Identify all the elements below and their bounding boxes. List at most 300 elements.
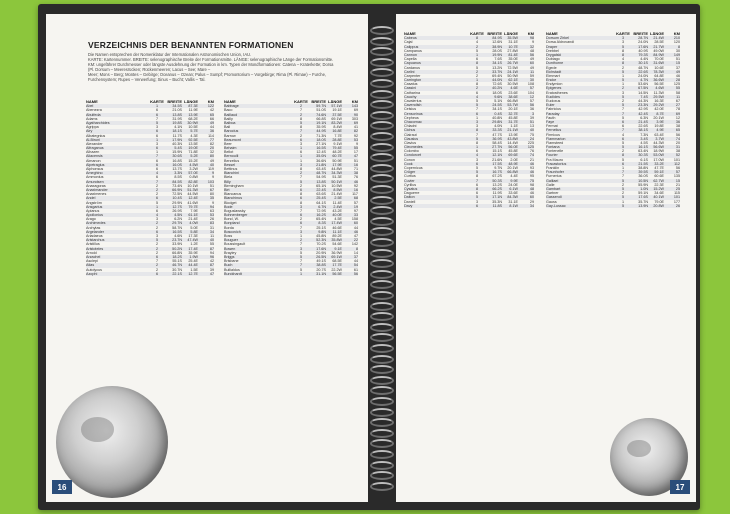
diameter-km: 57 [353, 200, 358, 205]
formation-name: Agrippa [86, 125, 99, 130]
latitude: 55.9N [638, 182, 648, 187]
latitude: 48.7N [316, 171, 326, 176]
diameter-km: 143 [351, 104, 358, 109]
latitude: 15.9N [172, 150, 182, 155]
diameter-km: 75 [529, 132, 534, 137]
map-number: 5 [475, 195, 479, 200]
longitude: 10.1W [187, 183, 198, 188]
latitude: 13.2N [492, 65, 502, 70]
diameter-km: 40 [209, 238, 214, 243]
map-number: 8 [475, 174, 479, 179]
map-number: 6 [475, 57, 479, 62]
map-number: 4 [155, 213, 159, 218]
formation-name: Almanon [86, 158, 101, 163]
diameter-km: 51 [209, 183, 214, 188]
map-number: 5 [155, 120, 159, 125]
map-number: 2 [299, 133, 303, 138]
diameter-km: 53 [209, 213, 214, 218]
diameter-km: 26 [675, 203, 680, 208]
longitude: 12.4E [188, 196, 198, 201]
longitude: 22.2W [331, 267, 342, 272]
formation-name: Balboa [224, 120, 236, 125]
formation-name: Gassendi [546, 195, 562, 200]
longitude: 1.1E [510, 124, 518, 129]
formation-name: Fontenelle [546, 149, 564, 154]
map-number: 7 [299, 225, 303, 230]
map-number: 7 [621, 111, 625, 116]
formation-name: Davy [404, 203, 413, 208]
binding-coil [370, 79, 394, 88]
binding-coil [370, 206, 394, 215]
formation-name: Eudoxus [546, 99, 561, 103]
diameter-km: 225 [527, 140, 534, 145]
formation-name: NAME [224, 100, 236, 104]
diameter-km: 41 [353, 125, 358, 130]
map-number: 7 [299, 108, 303, 113]
formation-name: Galle [546, 182, 555, 187]
diameter-km: 76 [529, 149, 534, 154]
map-number: 2 [475, 69, 479, 74]
longitude: 20.8W [653, 203, 664, 208]
map-number: 7 [155, 154, 159, 159]
longitude: 66.8W [507, 170, 518, 175]
latitude: 49.1S [316, 259, 326, 264]
diameter-km: 56 [353, 271, 358, 276]
binding-coil [370, 90, 394, 99]
formation-name: Cleomedes [404, 145, 423, 150]
longitude: 3.7W [655, 136, 664, 141]
diameter-km: 11 [210, 234, 214, 238]
longitude: 61.1E [188, 213, 198, 218]
longitude: 1.2E [190, 242, 198, 247]
map-number: 1 [475, 145, 479, 150]
latitude: 16.2S [316, 213, 326, 218]
map-number: 7 [299, 259, 303, 264]
formation-name: Bonpland [224, 221, 240, 226]
longitude: 56.6W [653, 145, 664, 150]
latitude: 35.7N [638, 199, 648, 204]
diameter-km: 108 [527, 82, 534, 87]
map-number: 1 [299, 234, 303, 238]
longitude: 38.6E [508, 94, 518, 99]
formation-name: Fraunhofer [546, 170, 565, 175]
formation-name: Conon [404, 157, 415, 162]
map-number: 2 [155, 242, 159, 247]
longitude: 44.5W [187, 192, 198, 197]
diameter-km: 76 [353, 175, 358, 180]
formation-name: Autolycus [86, 267, 102, 272]
page-right [396, 14, 696, 502]
diameter-km: 46 [529, 170, 534, 175]
longitude: 20.1W [507, 166, 518, 170]
latitude: 51.0S [316, 108, 326, 113]
diameter-km: 58 [675, 90, 680, 95]
formation-name: Arnold [86, 250, 97, 255]
latitude: 17.9N [172, 137, 182, 142]
formation-name: Cajal [404, 40, 413, 45]
map-number: KARTE [616, 31, 630, 36]
diameter-km: 11 [530, 69, 534, 74]
map-number: 5 [475, 99, 479, 103]
map-number: 4 [155, 171, 159, 176]
latitude: 44.9S [316, 129, 326, 134]
diameter-km: 97 [353, 208, 358, 213]
diameter-km: 115 [674, 191, 680, 196]
formation-name: Crüger [404, 170, 416, 175]
map-number: 2 [621, 65, 625, 70]
map-number: 3 [621, 36, 625, 41]
latitude: 19.1N [316, 120, 326, 125]
latitude: 63.4N [638, 149, 648, 154]
diameter-km: 69 [675, 111, 680, 116]
map-number: 7 [475, 107, 479, 112]
diameter-km: 69 [353, 108, 358, 113]
latitude: 28.7N [638, 36, 648, 41]
diameter-km: 56 [529, 52, 534, 57]
latitude: 4.5S [640, 140, 648, 145]
longitude: LÄNGE [184, 99, 198, 104]
formation-name: Drebbel [546, 48, 559, 53]
map-number: 6 [299, 187, 303, 192]
longitude: 68.2E [188, 116, 198, 121]
map-number: 6 [475, 149, 479, 154]
longitude: 25.4E [188, 259, 198, 264]
binding-coil [370, 365, 394, 374]
longitude: 41.6W [187, 200, 198, 205]
longitude: 48.9E [508, 161, 518, 166]
map-number: 7 [621, 174, 625, 179]
diameter-km: 61 [353, 267, 358, 272]
formation-name: Birt [224, 187, 230, 192]
map-number: 5 [475, 103, 479, 108]
diameter-km: 46 [353, 229, 358, 234]
map-number: 5 [299, 120, 303, 125]
longitude: 79.0E [654, 199, 664, 204]
map-number: 8 [475, 36, 479, 41]
formation-name: Catharina [404, 90, 420, 95]
latitude: 4.4N [640, 57, 648, 62]
formation-name: NAME [404, 32, 416, 36]
map-number: 5 [621, 94, 625, 99]
latitude: 4.5N [174, 213, 182, 218]
longitude: 9.9E [510, 178, 518, 183]
formation-name: Cannon [404, 52, 417, 57]
formation-name: Asclepi [86, 259, 98, 264]
diameter-km: 22 [353, 238, 358, 243]
longitude: 5.7E [190, 129, 198, 134]
latitude: 11.7S [172, 133, 182, 138]
intro-text [88, 52, 338, 83]
map-number: 2 [621, 182, 625, 187]
diameter-km: 120 [673, 40, 680, 45]
formation-name: Capella [404, 57, 417, 62]
map-number: 3 [155, 125, 159, 130]
map-number: 5 [621, 115, 625, 120]
longitude: 79.7E [188, 204, 198, 209]
formation-name: Cabeus [404, 36, 417, 41]
longitude: 27.8W [507, 48, 518, 53]
map-number: 5 [299, 179, 303, 184]
longitude: 44.4E [188, 263, 198, 268]
map-number: 1 [621, 166, 625, 170]
latitude: 53.6N [638, 82, 648, 87]
longitude: 13.9E [508, 132, 518, 137]
diameter-km: 65 [675, 128, 680, 133]
longitude: 33.2E [654, 161, 664, 166]
latitude: 16.1S [638, 145, 648, 150]
longitude: 31.1E [508, 40, 518, 45]
longitude: 10.5E [188, 125, 198, 130]
binding-coil [370, 291, 394, 300]
diameter-km: KM [673, 31, 680, 36]
binding-coil [370, 68, 394, 77]
diameter-km: 95 [529, 174, 534, 179]
longitude: 84.3W [507, 195, 518, 200]
longitude: 7.9E [190, 208, 198, 213]
diameter-km: 21 [675, 182, 680, 187]
longitude: 15.2E [188, 158, 198, 163]
diameter-km: 20 [209, 146, 214, 151]
map-number: 8 [475, 128, 479, 133]
binding-coil [370, 111, 394, 120]
longitude: 54.6E [332, 242, 342, 247]
map-number: 2 [155, 263, 159, 268]
latitude: 17.6N [638, 44, 648, 49]
formation-name: Ansgarius [86, 204, 103, 209]
diameter-km: 46 [529, 191, 534, 196]
longitude: 34.3W [331, 171, 342, 176]
binding-coil [370, 174, 394, 183]
formation-name: Aliacensis [86, 154, 103, 159]
formation-name: Firmicus [546, 132, 560, 137]
map-number: 6 [155, 133, 159, 138]
latitude: 63.6S [316, 192, 326, 197]
diameter-km: 80 [209, 192, 214, 197]
latitude: 6.1S [640, 157, 648, 162]
formation-name: Eratosthenes [546, 90, 568, 95]
latitude: 18.1S [172, 129, 182, 134]
longitude: 63.4E [654, 132, 664, 137]
formation-name: Galilaei [546, 178, 559, 183]
longitude: 11.3W [653, 90, 664, 95]
diameter-km: 54 [353, 263, 358, 268]
formation-name: Cauchy [404, 94, 417, 99]
moon-photo-icon [56, 386, 168, 498]
latitude: 13.7S [172, 167, 182, 171]
binding-coil [370, 461, 394, 470]
map-number: 1 [475, 115, 479, 120]
latitude: 71.3N [316, 133, 326, 138]
diameter-km: 67 [675, 99, 680, 103]
formation-name: Gambart [546, 186, 561, 191]
formation-name: Angström [86, 200, 102, 205]
longitude: 51.3W [187, 187, 198, 192]
latitude: 66.8S [316, 116, 326, 121]
latitude: 30.6S [172, 154, 182, 159]
map-number: 7 [621, 170, 625, 175]
binding-coil [370, 58, 394, 67]
map-number: 4 [621, 132, 625, 137]
table-row [404, 204, 534, 208]
latitude: 22.1S [172, 271, 182, 276]
latitude: 30.1S [638, 61, 648, 66]
latitude: 25.4S [316, 196, 326, 201]
longitude: 44.8W [331, 167, 342, 171]
longitude: 28.5E [654, 40, 664, 45]
diameter-km: 13 [529, 124, 534, 129]
binding-coil [370, 333, 394, 342]
longitude: 47.4W [187, 238, 198, 243]
formation-name: Cassini [404, 86, 417, 91]
page-number: 17 [670, 480, 690, 494]
latitude: 17.6S [638, 195, 648, 200]
formation-name: Adams [86, 116, 98, 121]
map-number: 7 [155, 259, 159, 264]
longitude: 14.4W [507, 140, 518, 145]
formation-name: Alpetragius [86, 162, 105, 167]
map-number: 2 [155, 246, 159, 251]
map-number: 5 [621, 69, 625, 74]
formation-name: Blanchinus [224, 196, 243, 201]
map-number: 5 [621, 145, 625, 150]
formation-name: Airy [86, 129, 93, 134]
diameter-km: 94 [209, 250, 214, 255]
map-number: 8 [299, 192, 303, 197]
latitude: 67.5N [638, 86, 648, 91]
longitude: 53.0W [653, 153, 664, 158]
longitude: 50.1W [331, 179, 342, 184]
diameter-km: 56 [529, 103, 534, 108]
longitude: 60.6E [654, 174, 664, 179]
map-number: 1 [299, 271, 303, 276]
diameter-km: 25 [675, 186, 680, 191]
map-number: 3 [155, 141, 159, 146]
diameter-km: 42 [209, 108, 214, 113]
latitude: 66.8N [172, 250, 182, 255]
longitude: 57.0E [188, 171, 198, 176]
formation-name: Boussingault [224, 242, 246, 247]
map-number: 4 [621, 57, 625, 62]
diameter-km: 17 [353, 150, 358, 155]
formation-name: Alfraganus [86, 146, 104, 151]
map-number: 3 [155, 217, 159, 222]
diameter-km: 30 [675, 48, 680, 53]
diameter-km: 31 [675, 145, 680, 150]
map-number: 4 [475, 153, 479, 158]
longitude: 60.7E [332, 154, 342, 159]
longitude: 3.2W [189, 167, 198, 171]
map-number: 1 [155, 204, 159, 209]
intro-paragraph: KARTE: Kartennummer. BREITE: selenographische Breite der Formationsmitte. LÄNGE: selenographische Länge der Formationsmitte. KM: ungefährer Durchmesser oder längste Ausdehnung der Formation in km. Typen der Mondformationen: Catena – Kraterkette; Dorsa (Pl. Dorsum – Meeresrücken; Rückenmeeren; Lacus – See; Mare – [88, 57, 334, 73]
intro-paragraph: Meer; Mons – Berg; Montes – Gebirge; Oceanus – Ozean; Palus – Sumpf; Promontorium – Vorgebirge; Rima (Pl. Rimae) – Furche, Furchensystem; Rupes – Verwerfung; Sinus – Bucht; Vallis – Tal. [88, 72, 326, 83]
latitude: 72.6S [492, 82, 502, 87]
map-number: 5 [155, 200, 159, 205]
longitude: 12.7E [188, 271, 198, 276]
latitude: 18.2S [172, 254, 182, 259]
latitude: 63.4S [316, 167, 326, 171]
latitude: 19.8S [172, 120, 182, 125]
longitude: 42.0E [654, 107, 664, 112]
diameter-km: 48 [529, 48, 534, 53]
formation-name: Faraday [546, 111, 560, 116]
longitude: 8.7E [656, 111, 664, 116]
latitude: 35.0N [316, 154, 326, 159]
formation-name: Bessel [224, 162, 236, 167]
latitude: 24.5S [492, 103, 502, 108]
latitude: 16.5S [172, 229, 182, 234]
map-number: 6 [155, 196, 159, 201]
longitude: 10.7E [508, 44, 518, 49]
formation-name: Bond, W. [224, 217, 239, 222]
latitude: 69.4N [492, 73, 502, 78]
formation-name: Calippus [404, 44, 419, 49]
latitude: 33.9N [172, 242, 182, 247]
latitude: 58.7N [172, 225, 182, 230]
latitude: 44.0N [492, 78, 502, 83]
longitude: 66.8W [507, 99, 518, 103]
latitude: 38.8N [638, 166, 648, 170]
diameter-km: 9 [211, 175, 214, 180]
latitude: 66.2S [492, 186, 502, 191]
page-title: VERZEICHNIS DER BENANNTEN FORMATIONEN [88, 40, 294, 50]
longitude: 50.9W [507, 73, 518, 78]
latitude: 3.3N [174, 171, 182, 176]
map-number: 5 [621, 195, 625, 200]
map-number: 6 [299, 213, 303, 218]
formation-name: Alhazen [86, 150, 100, 155]
latitude: 6.7N [318, 204, 326, 209]
latitude: 27.7N [492, 145, 502, 150]
latitude: 40.2N [492, 86, 502, 91]
diameter-km: 83 [209, 221, 214, 226]
diameter-km: 56 [675, 166, 680, 170]
diameter-km: 92 [353, 183, 358, 188]
map-number: 8 [621, 48, 625, 53]
diameter-km: 49 [209, 158, 214, 163]
longitude: 69.1W [331, 254, 342, 259]
formation-name: Bouguer [224, 238, 238, 243]
latitude: 17.1N [492, 195, 502, 200]
latitude: 23.7N [172, 238, 182, 243]
formation-name: Carrington [404, 78, 422, 83]
longitude: 17.4W [331, 221, 342, 226]
map-number: 5 [299, 250, 303, 255]
map-number: 6 [475, 161, 479, 166]
binding-coil [370, 164, 394, 173]
latitude: 4.1N [174, 125, 182, 130]
page-number: 16 [52, 480, 72, 494]
formation-name: Bullialdus [224, 267, 240, 272]
binding-coil [370, 280, 394, 289]
diameter-km: 47 [353, 154, 358, 159]
longitude: 82.8E [188, 179, 198, 184]
latitude: 50.3S [492, 178, 502, 183]
formation-name: Capuanus [404, 61, 421, 66]
map-number: KARTE [470, 31, 484, 36]
formation-name: Beaumont [224, 137, 241, 142]
latitude: 34.5S [172, 104, 182, 109]
formation-name: Ameghino [86, 171, 103, 176]
formation-name: Ariadaeus [86, 234, 103, 238]
longitude: 36.6W [653, 78, 664, 83]
latitude: 26.9S [172, 208, 182, 213]
map-number: 3 [475, 119, 479, 124]
map-number: 5 [621, 157, 625, 162]
formation-name: Euler [546, 103, 555, 108]
latitude: 58.4S [492, 140, 502, 145]
formation-name: Cuvier [404, 178, 415, 183]
longitude: 4.3E [190, 133, 198, 138]
